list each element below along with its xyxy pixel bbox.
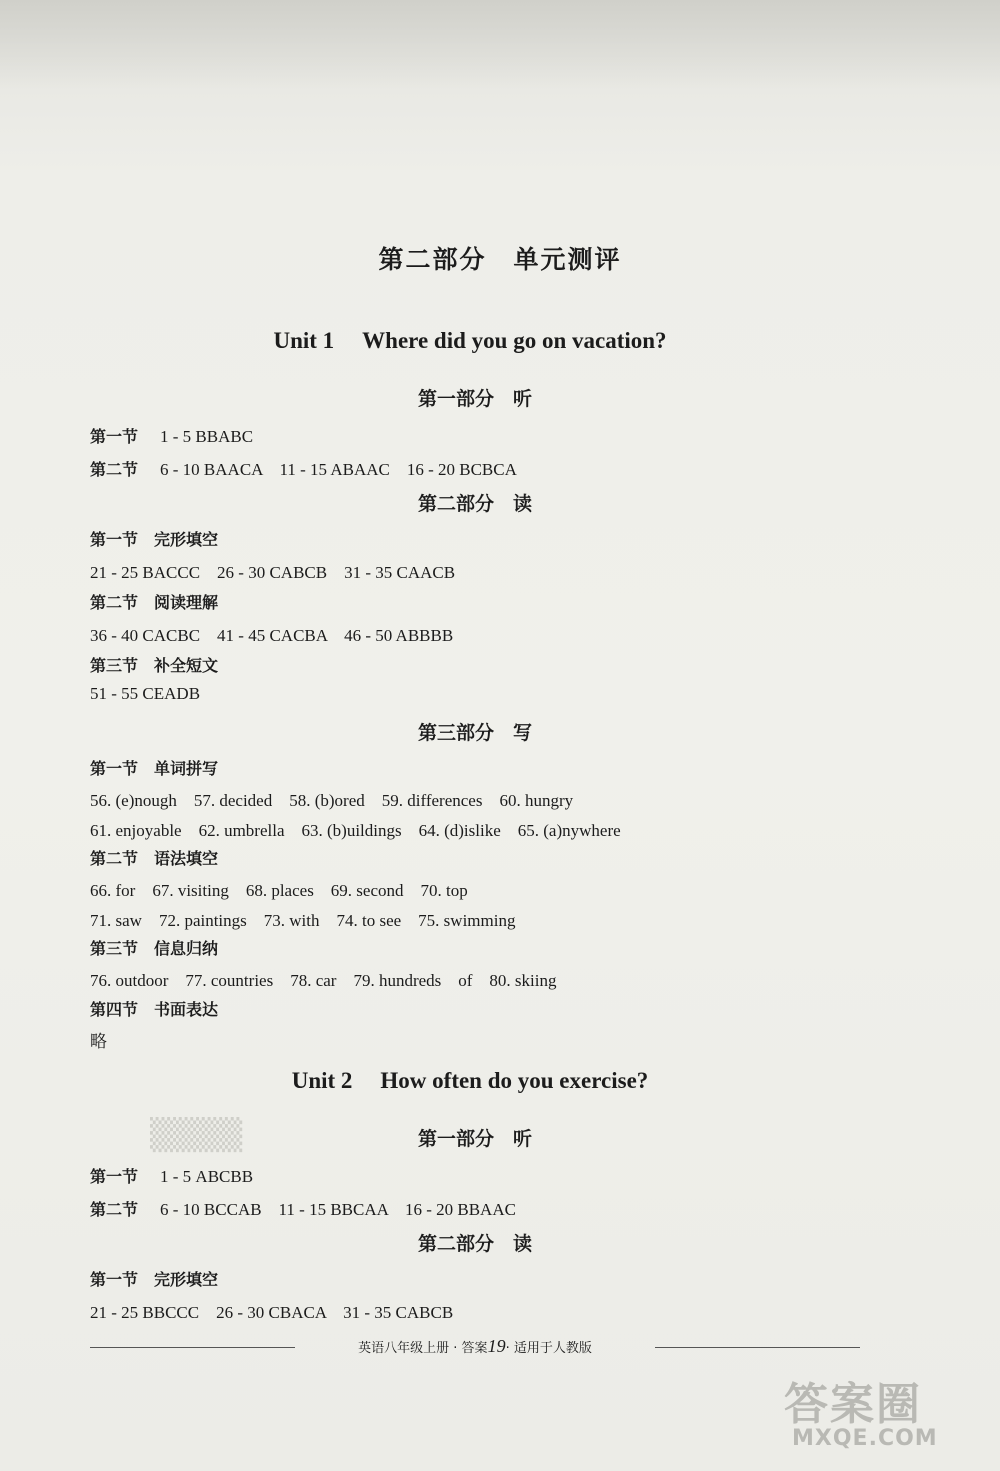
answers: 1 - 5 ABCBB <box>160 1167 254 1186</box>
answers: 1 - 5 BBABC <box>160 427 254 446</box>
section-label: 第一节 <box>90 1167 139 1186</box>
bleed-through-text: ▒▒▒▒ <box>150 1118 243 1153</box>
section-label: 第二节 <box>90 460 139 479</box>
unit-1-writing-s1-line-2: 61. enjoyable 62. umbrella 63. (b)uildings 64. (d)islike 65. (a)nywhere <box>90 821 621 840</box>
unit-1-writing-s2-line-1: 66. for 67. visiting 68. places 69. second 70. top <box>90 881 468 900</box>
unit-1-reading-s3-label: 第三节 补全短文 <box>90 656 219 675</box>
unit-2-reading-title: 第二部分 读 <box>417 1233 532 1255</box>
unit-2-reading-s1-answers: 21 - 25 BBCCC 26 - 30 CBACA 31 - 35 CABCB <box>90 1303 454 1322</box>
section-label: 第一节 <box>90 427 139 446</box>
unit-1-writing-s1-label: 第一节 单词拼写 <box>90 759 219 778</box>
footer-edition: · 适用于人教版 <box>505 1341 592 1356</box>
answers: 6 - 10 BCCAB 11 - 15 BBCAA 16 - 20 BBAAC <box>160 1200 516 1219</box>
unit-2-listening-title: 第一部分 听 <box>417 1128 532 1150</box>
unit-1-writing-s1-line-1: 56. (e)nough 57. decided 58. (b)ored 59. differences 60. hungry <box>90 791 574 810</box>
page-footer <box>0 1336 950 1357</box>
unit-1-writing-s2-line-2: 71. saw 72. paintings 73. with 74. to see 75. swimming <box>90 911 516 930</box>
unit-1-writing-s3-line-1: 76. outdoor 77. countries 78. car 79. hundreds of 80. skiing <box>90 971 557 990</box>
unit-1-writing-s4-label: 第四节 书面表达 <box>90 1000 219 1019</box>
site-watermark <box>784 1368 984 1458</box>
unit-2-listening-line-1 <box>90 1164 253 1187</box>
unit-2-number: Unit 2 <box>291 1068 353 1093</box>
unit-2-title: How often do you exercise? <box>380 1068 649 1093</box>
unit-1-reading-s3-answers: 51 - 55 CEADB <box>90 684 201 703</box>
scan-shadow <box>0 0 1000 90</box>
section-label: 第二节 <box>90 1200 139 1219</box>
unit-1-title: Where did you go on vacation? <box>362 328 667 353</box>
watermark-logo-text: 答案圈 <box>784 1379 922 1430</box>
page-number: 19 <box>487 1336 506 1356</box>
unit-1-reading-title: 第二部分 读 <box>417 493 532 515</box>
main-title: 第二部分 单元测评 <box>378 245 622 274</box>
unit-2-reading-s1-label: 第一节 完形填空 <box>90 1270 219 1289</box>
unit-1-listening-line-2 <box>90 455 517 480</box>
unit-1-reading-s2-answers: 36 - 40 CACBC 41 - 45 CACBA 46 - 50 ABBBB <box>90 626 454 645</box>
unit-1-listening-title: 第一部分 听 <box>417 388 532 410</box>
unit-1-writing-s2-label: 第二节 语法填空 <box>90 849 219 868</box>
unit-1-reading-s1-answers: 21 - 25 BACCC 26 - 30 CABCB 31 - 35 CAACB <box>90 563 456 582</box>
answers: 6 - 10 BAACA 11 - 15 ABAAC 16 - 20 BCBCA <box>160 460 517 479</box>
unit-1-writing-title: 第三部分 写 <box>417 722 532 744</box>
unit-2-listening-line-2 <box>90 1195 516 1220</box>
footer-book-title: 英语八年级上册 · 答案 <box>358 1341 488 1356</box>
unit-1-writing-s4-text: 略 <box>90 1032 107 1052</box>
unit-1-heading <box>0 328 940 354</box>
unit-1-number: Unit 1 <box>273 328 335 353</box>
unit-1-writing-s3-label: 第三节 信息归纳 <box>90 939 219 958</box>
watermark-url: MXQE.COM <box>792 1426 938 1451</box>
unit-1-reading-s1-label: 第一节 完形填空 <box>90 530 219 549</box>
unit-1-listening-line-1 <box>90 424 253 447</box>
unit-2-heading <box>0 1068 940 1094</box>
unit-1-reading-s2-label: 第二节 阅读理解 <box>90 593 219 612</box>
